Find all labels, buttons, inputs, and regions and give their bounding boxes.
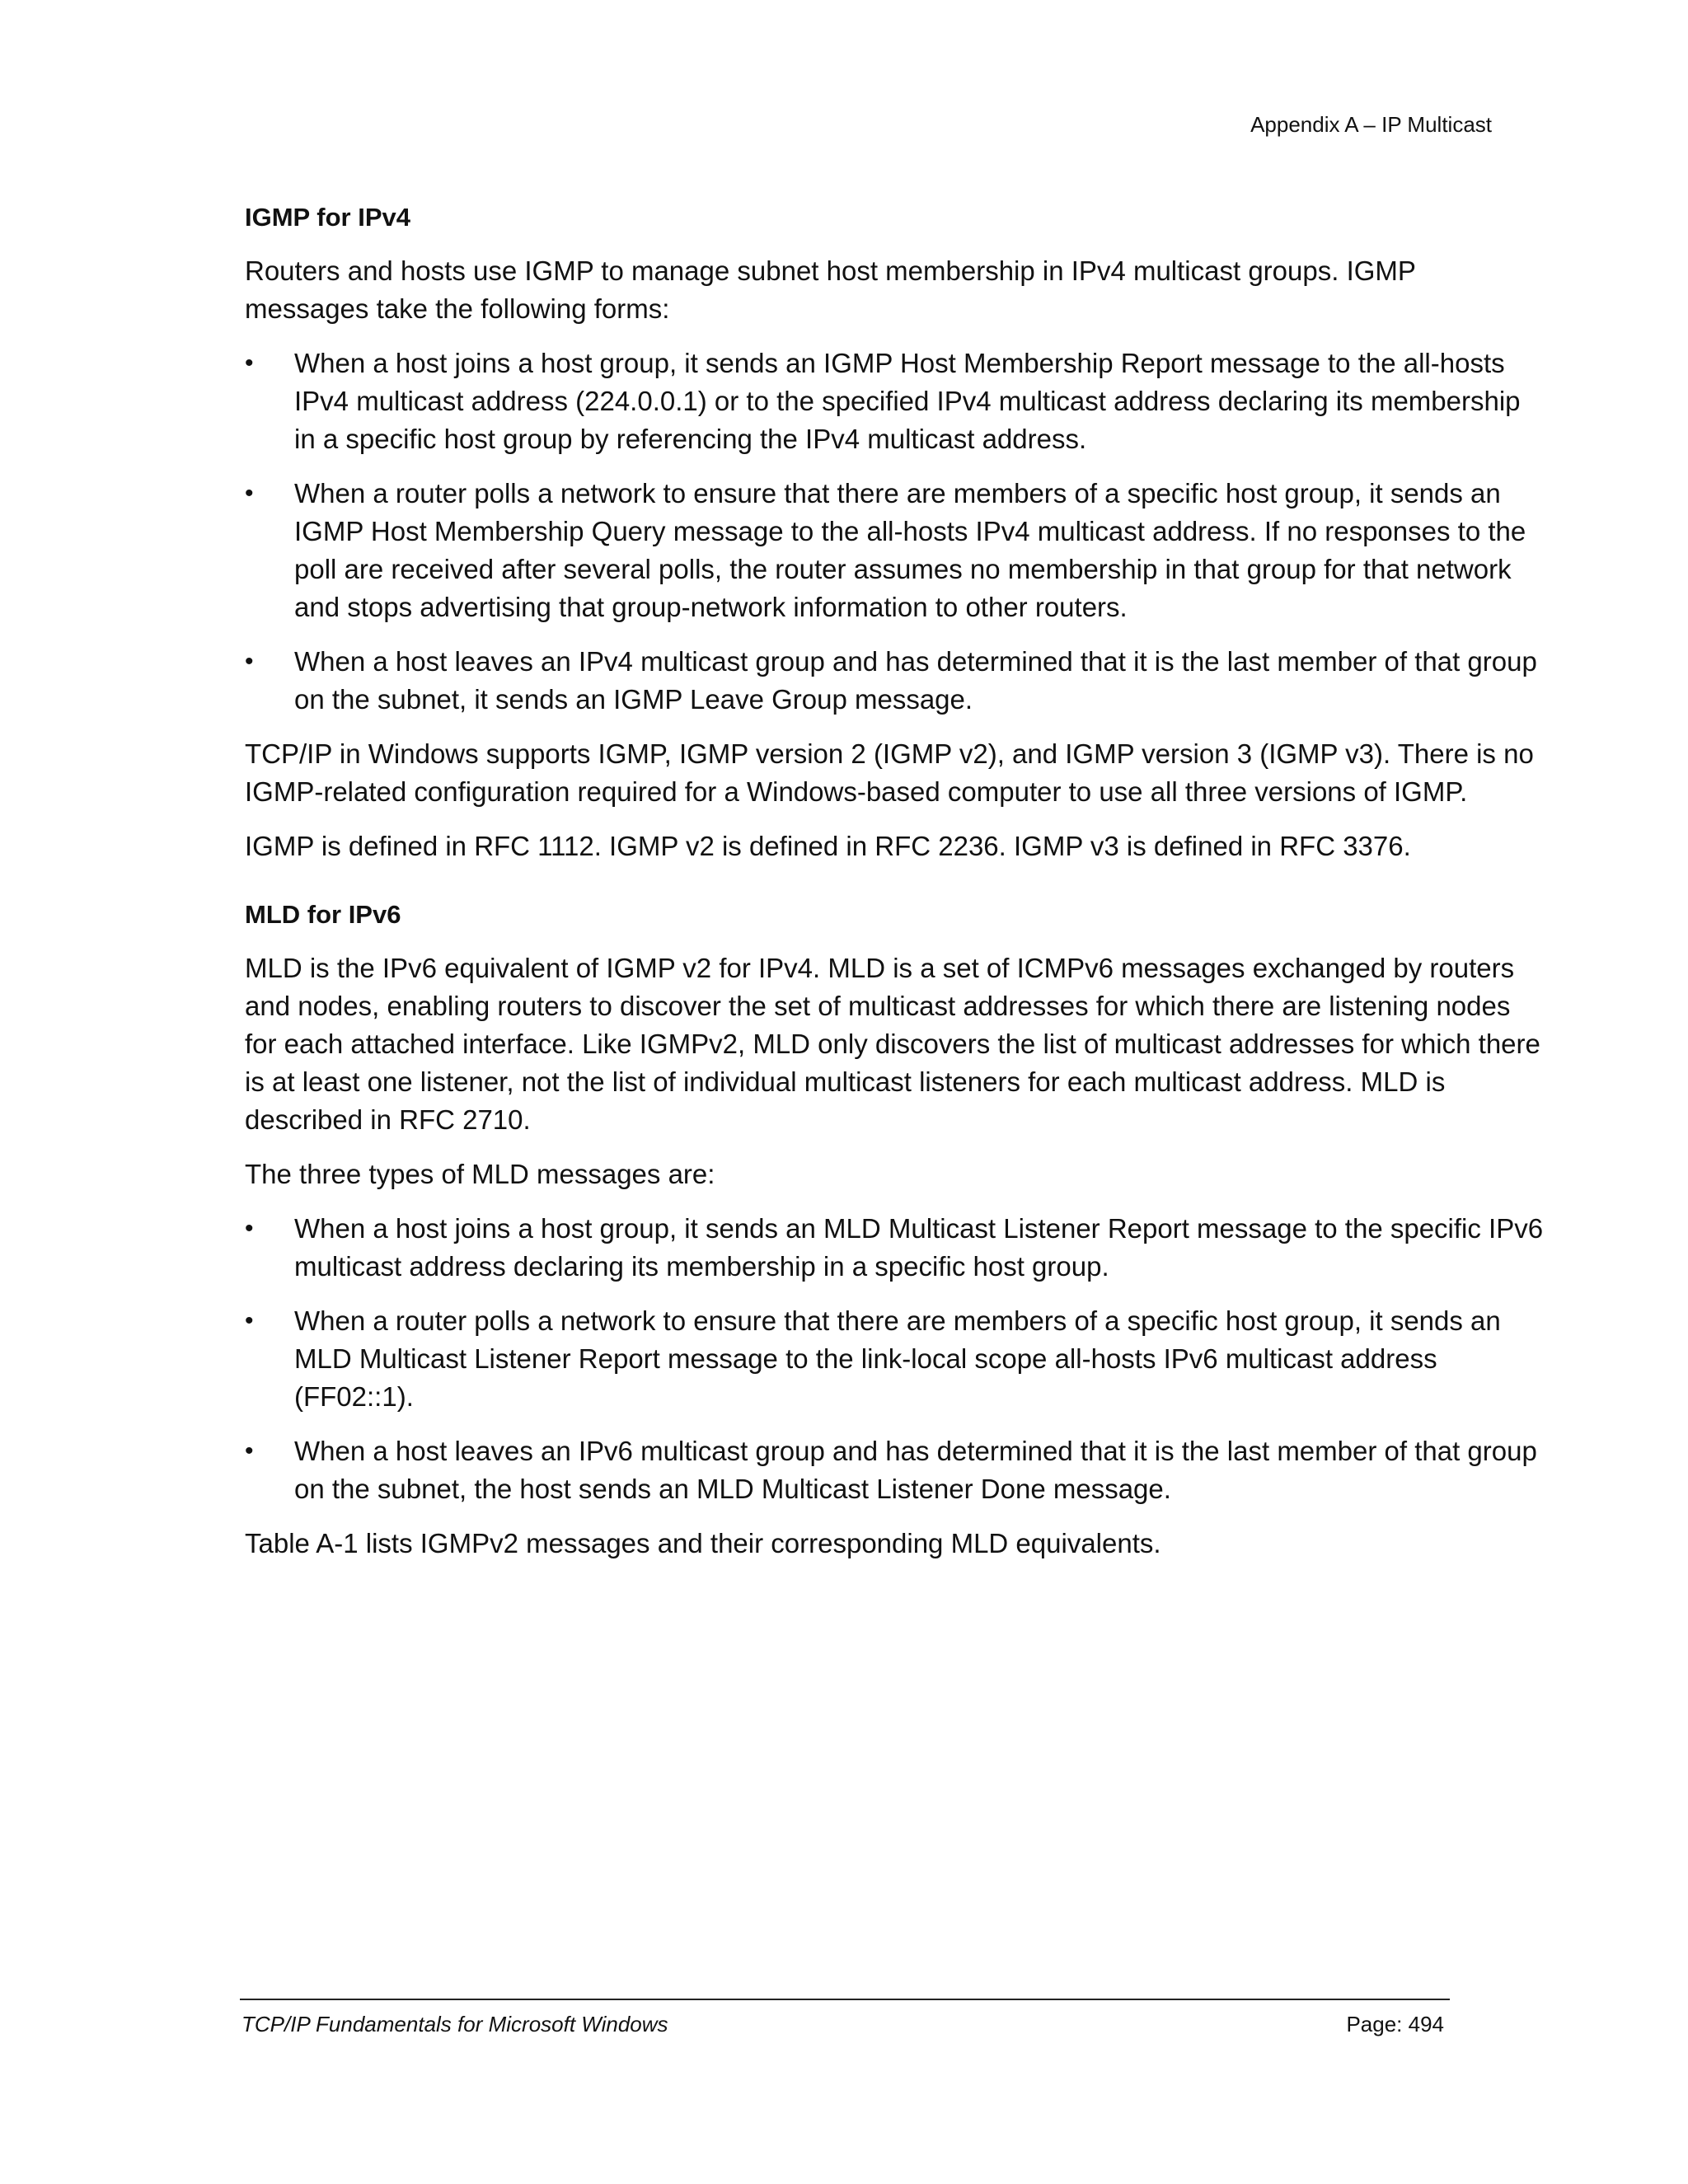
list-item: • When a router polls a network to ensure that there are members of a specific host group, it sends an MLD Multicast Listener Report message to the link-local scope all-hosts IPv6 multicast address (FF02::1). [245, 1302, 1545, 1416]
running-header: Appendix A – IP Multicast [1250, 112, 1492, 137]
list-item: • When a host leaves an IPv4 multicast group and has determined that it is the last member of that group on the subnet, it sends an IGMP Leave Group message. [245, 643, 1545, 719]
mld-intro-paragraph: MLD is the IPv6 equivalent of IGMP v2 for IPv4. MLD is a set of ICMPv6 messages exchanged by routers and nodes, enabling routers to discover the set of multicast addresses for which there are listening nodes for each attached interface. Like IGMPv2, MLD only discovers the list of multicast addresses for which there is at least one listener, not the list of individual multicast listeners for each multicast address. MLD is described in RFC 2710. [245, 953, 1540, 1135]
page-body [245, 201, 1545, 1579]
list-item: • When a router polls a network to ensure that there are members of a specific host group, it sends an IGMP Host Membership Query message to the all-hosts IPv4 multicast address. If no responses to the poll are received after several polls, the router assumes no membership in that group for that network and stops advertising that group-network information to other routers. [245, 475, 1545, 626]
igmp-windows-support-paragraph: TCP/IP in Windows supports IGMP, IGMP version 2 (IGMP v2), and IGMP version 3 (IGMP v3). There is no IGMP-related configuration required for a Windows-based computer to use all three versions of IGMP. [245, 738, 1534, 807]
list-item: • When a host leaves an IPv6 multicast group and has determined that it is the last member of that group on the subnet, the host sends an MLD Multicast Listener Done message. [245, 1432, 1545, 1508]
section-heading-mld: MLD for IPv6 [245, 900, 401, 929]
footer-divider [240, 1999, 1450, 2000]
mld-types-intro: The three types of MLD messages are: [245, 1159, 715, 1189]
igmp-intro-paragraph: Routers and hosts use IGMP to manage subnet host membership in IPv4 multicast groups. IGMP messages take the following forms: [245, 255, 1416, 324]
table-reference-paragraph: Table A-1 lists IGMPv2 messages and their corresponding MLD equivalents. [245, 1528, 1161, 1558]
mld-message-list [245, 1210, 1545, 1508]
footer-page-number: Page: 494 [1346, 2012, 1444, 2036]
list-item: • When a host joins a host group, it sends an MLD Multicast Listener Report message to the specific IPv6 multicast address declaring its membership in a specific host group. [245, 1210, 1545, 1286]
igmp-rfc-paragraph: IGMP is defined in RFC 1112. IGMP v2 is defined in RFC 2236. IGMP v3 is defined in RFC 3376. [245, 831, 1411, 861]
list-item: • When a host joins a host group, it sends an IGMP Host Membership Report message to the all-hosts IPv4 multicast address (224.0.0.1) or to the specified IPv4 multicast address declaring its membership in a specific host group by referencing the IPv4 multicast address. [245, 344, 1545, 458]
footer-book-title: TCP/IP Fundamentals for Microsoft Windows [241, 2012, 668, 2036]
igmp-message-list [245, 344, 1545, 719]
section-heading-igmp: IGMP for IPv4 [245, 203, 410, 232]
